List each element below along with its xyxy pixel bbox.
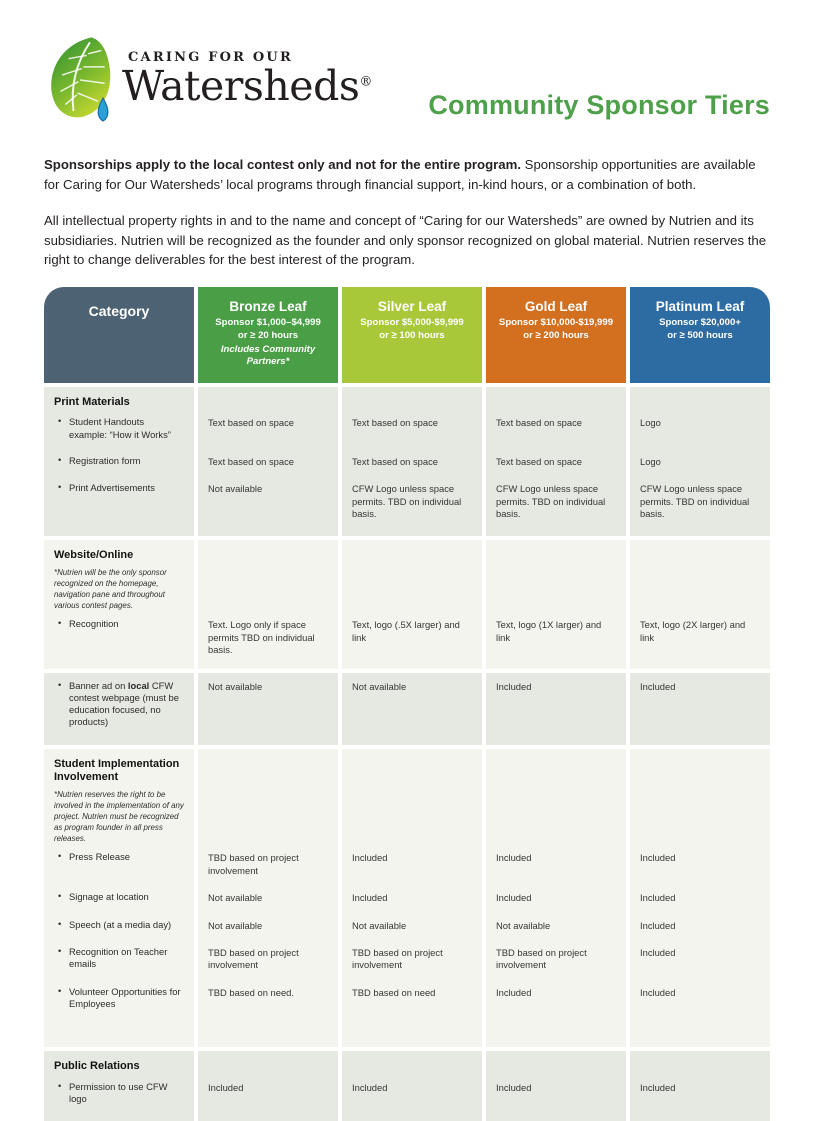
column-header-category: Category: [44, 287, 194, 383]
header-band: [44, 34, 770, 131]
column-header-gold: Gold Leaf Sponsor $10,000-$19,999 or ≥ 200 hours: [486, 287, 626, 383]
table-row: • Speech (at a media day): [44, 912, 194, 939]
table-row: • Permission to use CFW logo: [44, 1074, 194, 1112]
intro-paragraph-2: All intellectual property rights in and to the name and concept of “Caring for our Watersheds” are owned by Nutrien and its subsidiaries. Nutrien will be recognized as the founder and only sponsor recognized on global material. Nutrien reserves the right to change deliverables for the best interest of the program.: [44, 213, 767, 268]
registered-trademark: ®: [359, 74, 372, 90]
table-row: • Print Advertisements: [44, 475, 194, 527]
section-note: *Nutrien reserves the right to be involved in the implementation of any project. Nutrien must be recognized as program founder in all press releases.: [54, 790, 184, 844]
section-title: Website/Online: [54, 549, 134, 562]
logo-tagline: CARING FOR OUR: [128, 50, 293, 65]
intro-bold-lead: Sponsorships apply to the local contest only and not for the entire program.: [44, 157, 521, 172]
table-row: • Signage at location: [44, 884, 194, 911]
intro-paragraph-1: Sponsorships apply to the local contest only and not for the entire program. Sponsorship opportunities are available for Caring for Our Watersheds’ local programs through financial support, in-kind hours, or a combination of both.: [44, 157, 756, 192]
section-student-implementation: Student Implementation Involvement *Nutrien reserves the right to be involved in the implementation of any project. Nutrien must be recognized as program founder in all press releases. • Press Release TBD based on project involvement Included Included Included • Signage at location Not available Included Included Included • Speech (at a media day) Not available Not available Not available Included • Recognition on Teacher emails TBD based on project involvement TBD based on project involvement TBD based on project involvement Included • Volunteer Opportunities for Employees TBD based on need. TBD based on need Included Included: [44, 749, 770, 1048]
section-title: Student Implementation Involvement: [54, 757, 180, 784]
page-title: Community Sponsor Tiers: [428, 90, 770, 120]
table-row: • Volunteer Opportunities for Employees: [44, 979, 194, 1017]
sponsor-tier-table: [44, 287, 770, 1121]
section-website-online: Website/Online *Nutrien will be the only sponsor recognized on the homepage, navigation pane and throughout various contest pages. • Recognition Text. Logo only if space permits TBD on individual basis. Text, logo (.5X larger) and link Text, logo (1X larger) and link Text, logo (2X larger) and link: [44, 540, 770, 668]
cfw-logo: [44, 34, 372, 131]
section-title: Public Relations: [54, 1060, 140, 1073]
table-row: • Banner ad on local CFW contest webpage (must be education focused, no products): [44, 673, 194, 736]
column-header-bronze: Bronze Leaf Sponsor $1,000–$4,999 or ≥ 20 hours Includes Community Partners*: [198, 287, 338, 383]
table-header-row: [44, 287, 770, 383]
section-banner-ad: • Banner ad on local CFW contest webpage (must be education focused, no products) Not available Not available Included Included: [44, 673, 770, 745]
table-row: • Press Release: [44, 844, 194, 884]
section-public-relations: Public Relations • Permission to use CFW logo Included Included Included Included: [44, 1051, 770, 1121]
section-note: *Nutrien will be the only sponsor recognized on the homepage, navigation pane and throughout various contest pages.: [54, 568, 167, 611]
column-header-platinum: Platinum Leaf Sponsor $20,000+ or ≥ 500 hours: [630, 287, 770, 383]
logo-wordmark: Watersheds®: [122, 62, 372, 110]
column-header-silver: Silver Leaf Sponsor $5,000-$9,999 or ≥ 100 hours: [342, 287, 482, 383]
table-row: • Recognition: [44, 611, 194, 663]
leaf-with-water-drop-icon: [44, 34, 126, 131]
table-row: • Registration form: [44, 448, 194, 475]
section-print-materials: Print Materials • Student Handouts example: “How it Works” Text based on space Text based on space Text based on space Logo • Registration form Text based on space Text based on space Text based on space Logo • Print Advertisements Not available CFW Logo unless space permits. TBD on individual basis. CFW Logo unless space permits. TBD on individual basis. CFW Logo unless space permits. TBD on individual basis.: [44, 387, 770, 537]
logo-text: [122, 34, 372, 108]
section-title: Print Materials: [54, 395, 130, 408]
table-row: • Recognition on Teacher emails: [44, 939, 194, 979]
table-row: • Student Handouts example: “How it Works”: [44, 409, 194, 447]
